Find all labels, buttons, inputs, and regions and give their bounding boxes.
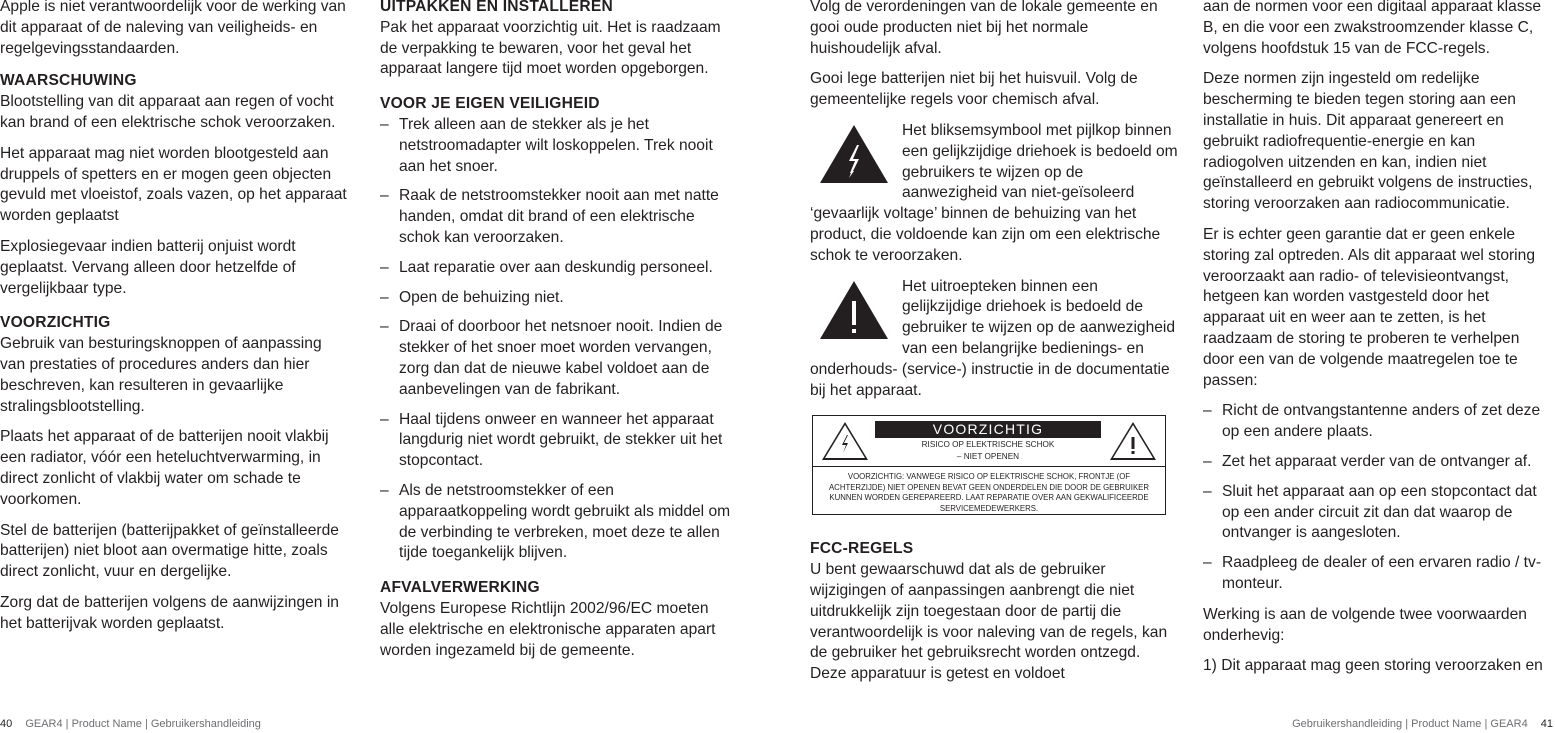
page-number: 40 [0, 718, 13, 730]
fcc-section [810, 539, 1180, 685]
fcc-paragraph: aan de normen voor een digitaal apparaat klasse B, en die voor een zwakstroomzender klasse C, volgens hoofdstuk 15 van de FCC-regels. [1203, 0, 1542, 57]
column-3 [810, 0, 1180, 699]
footer-text: GEAR4 | Product Name | Gebruikershandleiding [25, 718, 261, 730]
condition-item: 1) Dit apparaat mag geen storing veroorzaken en [1203, 657, 1543, 675]
disposal-paragraph: Gooi lege batterijen niet bij het huisvuil. Volg de gemeentelijke regels voor chemisch afval. [810, 70, 1138, 109]
list-item: – Draai of doorboor het netsnoer nooit. Indien de stekker of het snoer moet worden vervangen, zorg dan dat de nieuwe kabel voldoet aan de aanbevelingen van de fabrikant. [380, 317, 735, 400]
list-item: – Trek alleen aan de stekker als je het netstroomadapter wilt loskoppelen. Trek nooit aan het snoer. [380, 115, 735, 177]
safety-section [380, 94, 735, 564]
warning-section [0, 71, 350, 299]
measures-list [1203, 401, 1553, 594]
list-item: – Haal tijdens onweer en wanneer het apparaat langdurig niet wordt gebruikt, de stekker uit het stopcontact. [380, 410, 735, 472]
caution-paragraph: Stel de batterijen (batterijpakket of geïnstalleerde batterijen) niet bloot aan overmatige hitte, zoals direct zonlicht, vuur en dergelijke. [0, 521, 339, 581]
fcc-paragraph: U bent gewaarschuwd dat als de gebruiker wijzigingen of aanpassingen aanbrengt die niet uitdrukkelijk zijn toegestaan door de partij die verantwoordelijk is voor naleving van de regels, kan de gebruiker het gebruiksrecht worden ontzegd. Deze apparatuur is getest en voldoet [810, 561, 1168, 683]
list-item: – Sluit het apparaat aan op een stopcontact dat op een ander circuit zit dan dat waarop de ontvanger is aangesloten. [1203, 482, 1553, 544]
caution-label [812, 415, 1166, 515]
unpack-heading: UITPAKKEN EN INSTALLEREN [380, 0, 613, 15]
unpack-section [380, 0, 735, 80]
exclamation-warning-icon [1109, 421, 1157, 468]
fcc-heading: FCC-REGELS [810, 540, 914, 558]
waste-paragraph: Volgens Europese Richtlijn 2002/96/EC moeten alle elektrische en elektronische apparaten apart worden ingezameld bij de gemeente. [380, 599, 716, 659]
caution-label-subtitle: RISICO OP ELEKTRISCHE SCHOK [921, 440, 1055, 450]
caution-section [0, 313, 350, 634]
exclamation-notice [810, 277, 1180, 402]
lightning-warning-icon [821, 421, 869, 468]
list-item: – Open de behuizing niet. [380, 288, 735, 309]
caution-paragraph: Plaats het apparaat of de batterijen nooit vlakbij een radiator, vóór een heteluchtverwarming, in direct zonlicht of vlakbij water om schade te voorkomen. [0, 428, 329, 508]
page-number: 41 [1540, 718, 1553, 730]
conditions-intro: Werking is aan de volgende twee voorwaarden onderhevig: [1203, 605, 1527, 644]
warning-paragraph: Het apparaat mag niet worden blootgesteld aan druppels of spetters en er mogen geen objecten gevuld met vloeistof, zoals vazen, op het apparaat worden geplaatst [0, 144, 347, 225]
list-item: – Als de netstroomstekker of een apparaatkoppeling wordt gebruikt als middel om de verbinding te verbreken, moet deze te allen tijde toegankelijk blijven. [380, 481, 735, 564]
list-item: – Richt de ontvangstantenne anders of zet deze op een andere plaats. [1203, 401, 1553, 443]
caution-label-center [875, 421, 1101, 462]
lightning-notice-text: Het bliksemsymbool met pijlkop binnen een gelijkzijdige driehoek is bedoeld om gebruikers te wijzen op de aanwezigheid van niet-geïsoleerd ‘gevaarlijk voltage’ binnen de behuizing van het product, die voldoende kan zijn om een elektrische schok te veroorzaken. [810, 121, 1178, 264]
fcc-paragraph: Deze normen zijn ingesteld om redelijke bescherming te bieden tegen storing aan een installatie in huis. Dit apparaat genereert en gebruikt radiofrequentie-energie en kan radiogolven uitzenden en kan, indien niet geïnstalleerd en gebruikt volgens de instructies, storing veroorzaken aan radiocommunicatie. [1203, 70, 1533, 213]
lightning-warning-icon [818, 123, 890, 185]
fcc-paragraph: Er is echter geen garantie dat er geen enkele storing zal optreden. Als dit apparaat wel storing veroorzaakt aan radio- of televisieontvangst, hetgeen kan worden vastgesteld door het apparaat uit en weer aan te zetten, is het raadzaam de storing te proberen te verhelpen door een van de volgende maatregelen toe te passen: [1203, 225, 1535, 389]
disposal-paragraph: Volg de verordeningen van de lokale gemeente en gooi oude producten niet bij het normale huishoudelijk afval. [810, 0, 1158, 57]
list-item: – Zet het apparaat verder van de ontvanger af. [1203, 452, 1553, 473]
column-4 [1203, 0, 1553, 687]
intro-paragraph: Apple is niet verantwoordelijk voor de werking van dit apparaat of de naleving van veiligheids- en regelgevingsstandaarden. [0, 0, 346, 57]
footer-left [0, 718, 261, 730]
waste-heading: AFVALVERWERKING [380, 579, 540, 597]
waste-section [380, 578, 735, 661]
warning-paragraph: Blootstelling van dit apparaat aan regen of vocht kan brand of een elektrische schok veroorzaken. [0, 93, 336, 131]
caution-label-body: VOORZICHTIG: VANWEGE RISICO OP ELEKTRISCHE SCHOK, FRONTJE (OF ACHTERZIJDE) NIET OPENEN BEVAT GEEN ONDERDELEN DIE DOOR DE GEBRUIKER KUNNEN WORDEN GEREPAREERD. LAAT REPARATIE OVER AAN GEKWALIFICEERDE SERVICEMEDEWERKERS. [828, 472, 1149, 513]
unpack-paragraph: Pak het apparaat voorzichtig uit. Het is raadzaam de verpakking te bewaren, voor het geval het apparaat langere tijd moet worden opgeborgen. [380, 18, 721, 78]
caution-paragraph: Gebruik van besturingsknoppen of aanpassing van prestaties of procedures anders dan hier beschreven, kan resulteren in gevaarlijke stralingsblootstelling. [0, 335, 322, 415]
warning-heading: WAARSCHUWING [0, 72, 137, 90]
column-1 [0, 0, 350, 649]
caution-label-header [813, 416, 1165, 466]
caution-paragraph: Zorg dat de batterijen volgens de aanwijzingen in het batterijvak worden geplaatst. [0, 593, 339, 632]
safety-list [380, 115, 735, 564]
list-item: – Raadpleeg de dealer of een ervaren radio / tv-monteur. [1203, 553, 1553, 595]
exclamation-warning-icon [818, 279, 890, 341]
footer-text: Gebruikershandleiding | Product Name | GEAR4 [1292, 718, 1528, 730]
lightning-notice [810, 121, 1180, 267]
caution-heading: VOORZICHTIG [0, 314, 111, 332]
caution-label-subtitle: – NIET OPENEN [956, 452, 1020, 462]
footer-right [1292, 718, 1553, 730]
warning-paragraph: Explosiegevaar indien batterij onjuist wordt geplaatst. Vervang alleen door hetzelfde of vergelijkbaar type. [0, 237, 296, 297]
list-item: – Laat reparatie over aan deskundig personeel. [380, 258, 735, 279]
column-2 [380, 0, 735, 675]
exclamation-notice-text: Het uitroepteken binnen een gelijkzijdige driehoek is bedoeld de gebruiker te wijzen op de aanwezigheid van een belangrijke bedienings- en onderhouds- (service-) instructie in de documentatie bij het apparaat. [810, 277, 1176, 399]
list-item: – Raak de netstroomstekker nooit aan met natte handen, omdat dit brand of een elektrische schok kan veroorzaken. [380, 186, 735, 248]
caution-label-title: VOORZICHTIG [875, 421, 1101, 438]
safety-heading: VOOR JE EIGEN VEILIGHEID [380, 95, 600, 113]
